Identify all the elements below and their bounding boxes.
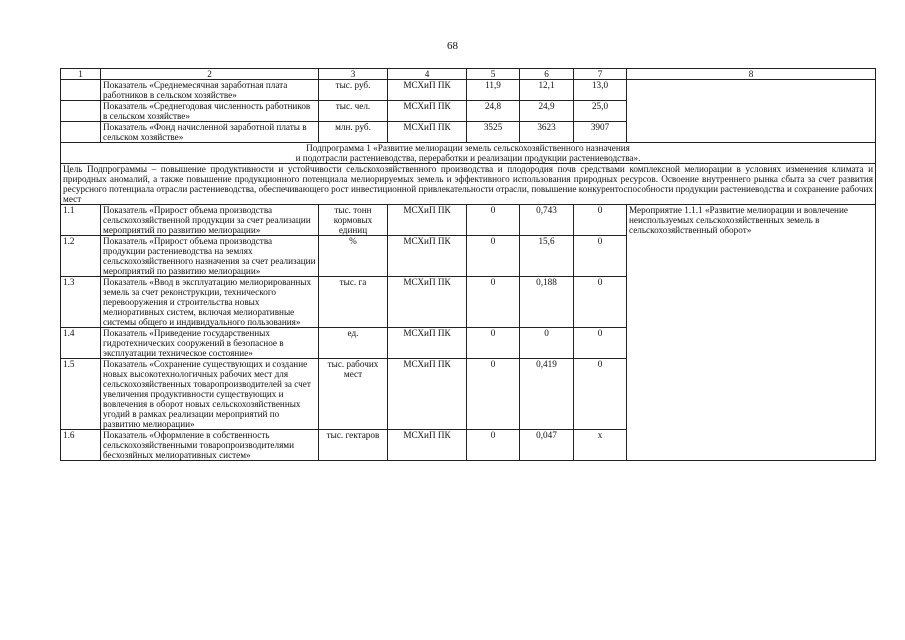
header-cell: 3 [319,69,388,80]
header-cell: 6 [520,69,574,80]
unit-cell: тыс. рабочих мест [319,359,388,430]
row-number: 1.4 [61,328,101,359]
value-cell: 13,0 [574,80,627,101]
indicator-name: Показатель «Сохранение существующих и создание новых высокотехнологичных рабочих мест для сельскохозяйственных товаропроизводителей за счет увеличения продуктивности существующих и вовлечения в оборот новых сельскохозяйственных угодий в рамках реализации мероприятий по развитию мелиорации» [101,359,319,430]
indicator-name: Показатель «Среднемесячная заработная плата работников в сельском хозяйстве» [101,80,319,101]
value-cell: 0 [520,328,574,359]
value-cell: 24,9 [520,101,574,122]
measure-cell: Мероприятие 1.1.1 «Развитие мелиорации и вовлечение неиспользуемых сельскохозяйственных земель в сельскохозяйственный оборот» [627,205,876,461]
subprogram-title-line: и подотрасли растениеводства, переработки и реализации продукции растениеводства». [295,153,641,163]
indicator-name: Показатель «Оформление в собственность сельскохозяйственными товаропроизводителями бесхозяйных мелиоративных систем» [101,430,319,461]
unit-cell: тыс. га [319,277,388,328]
row-number [61,122,101,143]
value-cell: 0 [467,328,520,359]
empty-cell [627,80,876,143]
responsible-cell: МСХиП ПК [388,122,467,143]
value-cell: 0,047 [520,430,574,461]
indicator-name: Показатель «Среднегодовая численность работников в сельском хозяйстве» [101,101,319,122]
value-cell: 3525 [467,122,520,143]
responsible-cell: МСХиП ПК [388,80,467,101]
value-cell: 25,0 [574,101,627,122]
value-cell: 3623 [520,122,574,143]
table-row [61,205,876,236]
value-cell: 0 [467,430,520,461]
header-cell: 4 [388,69,467,80]
header-cell: 7 [574,69,627,80]
header-row [61,69,876,80]
row-number [61,80,101,101]
value-cell: 11,9 [467,80,520,101]
responsible-cell: МСХиП ПК [388,430,467,461]
indicator-name: Показатель «Прирост объема производства продукции растениеводства на землях сельскохозяйственного назначения за счет реализации мероприятий по развитию мелиорации» [101,236,319,277]
value-cell: 0 [467,277,520,328]
header-cell: 8 [627,69,876,80]
unit-cell: тыс. гектаров [319,430,388,461]
responsible-cell: МСХиП ПК [388,277,467,328]
row-number [61,101,101,122]
unit-cell: млн. руб. [319,122,388,143]
indicator-name: Показатель «Фонд начисленной заработной платы в сельском хозяйстве» [101,122,319,143]
indicators-table [60,68,876,461]
row-number: 1.6 [61,430,101,461]
value-cell: 0 [574,277,627,328]
value-cell: 0,419 [520,359,574,430]
responsible-cell: МСХиП ПК [388,101,467,122]
value-cell: 0 [574,359,627,430]
value-cell: х [574,430,627,461]
value-cell: 3907 [574,122,627,143]
indicator-name: Показатель «Приведение государственных гидротехнических сооружений в безопасное в эксплуатации техническое состояние» [101,328,319,359]
indicator-name: Показатель «Прирост объема производства сельскохозяйственной продукции за счет реализации мероприятий по развитию мелиорации» [101,205,319,236]
value-cell: 24,8 [467,101,520,122]
unit-cell: тыс. тонн кормовых единиц [319,205,388,236]
value-cell: 12,1 [520,80,574,101]
row-number: 1.2 [61,236,101,277]
value-cell: 0,188 [520,277,574,328]
subprogram-goal: Цель Подпрограммы – повышение продуктивности и устойчивости сельскохозяйственного производства и плодородия почв средствами комплексной мелиорации в условиях изменения климата и природных аномалий, а также повышение продукционного потенциала мелиорируемых земель и эффективного использования природных ресурсов. Освоение внутреннего рынка сбыта за счет развития ресурсного потенциала отрасли растениеводства, обеспечивающего рост инвестиционной привлекательности отрасли, повышение конкурентоспособности продукции растениеводства и сохранение рабочих мест [61,164,876,205]
row-number: 1.1 [61,205,101,236]
value-cell: 0 [574,205,627,236]
value-cell: 0 [467,205,520,236]
header-cell: 1 [61,69,101,80]
subprogram-goal-row [61,164,876,205]
value-cell: 0 [574,236,627,277]
subprogram-title-line: Подпрограмма 1 «Развитие мелиорации земель сельскохозяйственного назначения [306,143,630,153]
responsible-cell: МСХиП ПК [388,328,467,359]
row-number: 1.5 [61,359,101,430]
subprogram-title-row [61,143,876,164]
value-cell: 0 [467,236,520,277]
value-cell: 0,743 [520,205,574,236]
table-row [61,80,876,101]
value-cell: 0 [467,359,520,430]
indicator-name: Показатель «Ввод в эксплуатацию мелиорированных земель за счет реконструкции, технического перевооружения и строительства новых мелиоративных систем, включая мелиоративные системы общего и индивидуального пользования» [101,277,319,328]
unit-cell: ед. [319,328,388,359]
responsible-cell: МСХиП ПК [388,236,467,277]
value-cell: 15,6 [520,236,574,277]
header-cell: 2 [101,69,319,80]
unit-cell: тыс. чел. [319,101,388,122]
subprogram-title [61,143,876,164]
unit-cell: % [319,236,388,277]
unit-cell: тыс. руб. [319,80,388,101]
responsible-cell: МСХиП ПК [388,359,467,430]
responsible-cell: МСХиП ПК [388,205,467,236]
value-cell: 0 [574,328,627,359]
header-cell: 5 [467,69,520,80]
page-number: 68 [447,40,458,52]
row-number: 1.3 [61,277,101,328]
